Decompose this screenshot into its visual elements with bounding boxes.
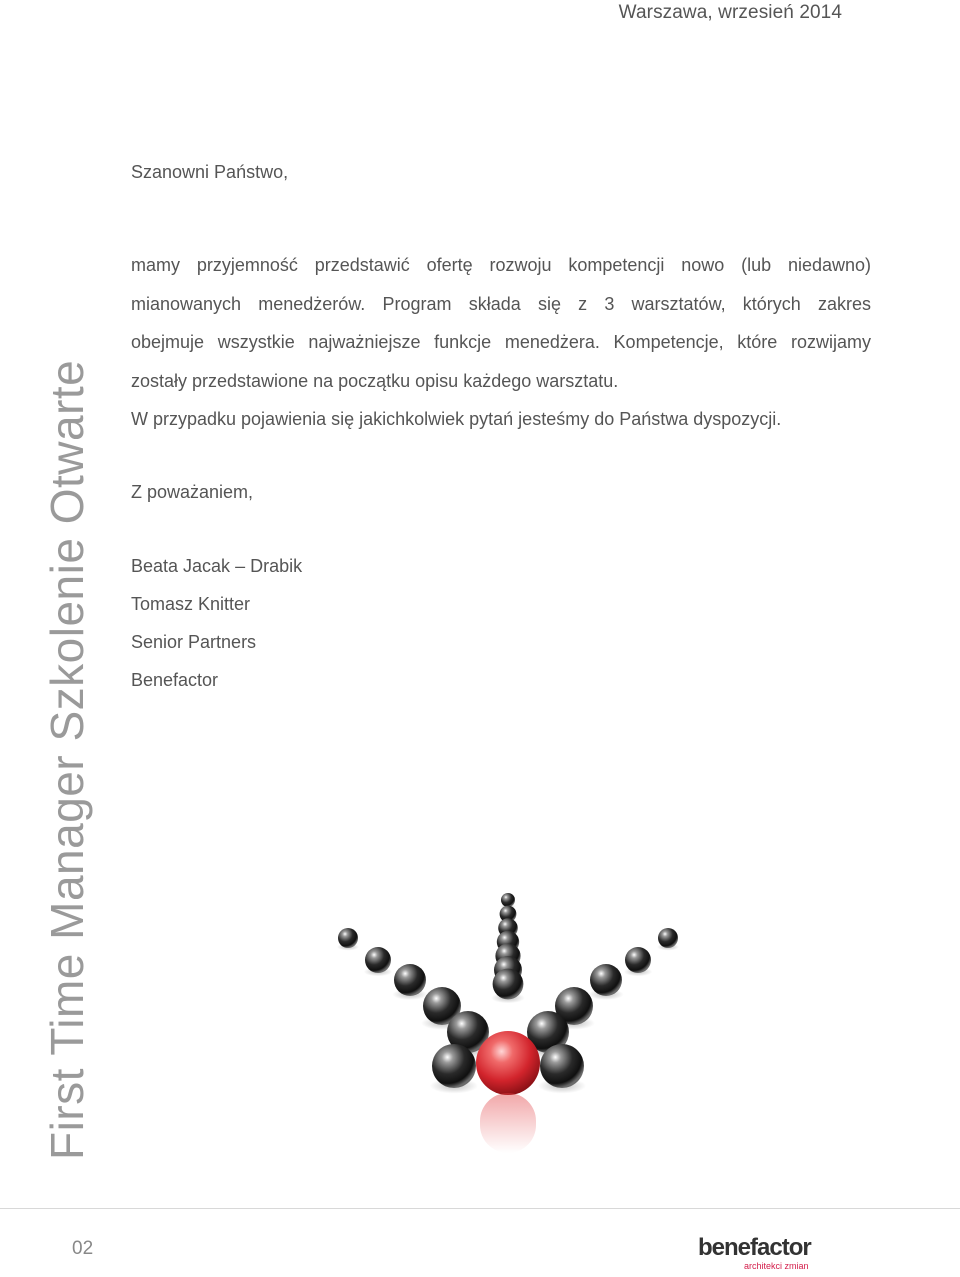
signature-name-1: Beata Jacak – Drabik xyxy=(131,556,303,576)
leadership-spheres-image xyxy=(318,888,698,1158)
red-leader-sphere xyxy=(476,1031,540,1095)
gray-sphere xyxy=(493,969,524,1000)
gray-sphere xyxy=(501,893,515,907)
logo-tagline: architekci zmian xyxy=(744,1261,809,1271)
gray-sphere xyxy=(432,1044,476,1088)
gray-sphere xyxy=(540,1044,584,1088)
gray-sphere xyxy=(658,928,678,948)
paragraph-line: zostały przedstawione na początku opisu każdego warsztatu. xyxy=(131,370,619,391)
signature-name-2: Tomasz Knitter xyxy=(131,594,251,614)
letter-date: Warszawa, wrzesień 2014 xyxy=(618,2,842,23)
benefactor-logo xyxy=(698,1234,816,1270)
letter-paragraph xyxy=(131,246,871,439)
logo-wordmark: benefactor xyxy=(698,1234,811,1261)
paragraph-line: mamy przyjemność przedstawić ofertę rozwoju kompetencji nowo (lub niedawno) xyxy=(131,255,871,275)
red-sphere-reflection xyxy=(480,1093,536,1153)
vertical-program-title: First Time Manager Szkolenie Otwarte xyxy=(41,359,93,1160)
gray-sphere xyxy=(338,928,358,948)
letter-greeting: Szanowni Państwo, xyxy=(131,162,289,182)
letter-closing: Z poważaniem, xyxy=(131,482,254,502)
paragraph-line: mianowanych menedżerów. Program składa się z 3 warsztatów, których zakres xyxy=(131,293,871,314)
gray-sphere xyxy=(394,964,426,996)
gray-sphere xyxy=(590,964,622,996)
page-number: 02 xyxy=(72,1238,94,1259)
signature-role: Senior Partners xyxy=(131,632,257,652)
footer-divider xyxy=(0,1208,960,1209)
gray-sphere xyxy=(625,947,651,973)
signature-company: Benefactor xyxy=(131,670,219,690)
gray-sphere xyxy=(365,947,391,973)
paragraph-line: W przypadku pojawienia się jakichkolwiek pytań jesteśmy do Państwa dyspozycji. xyxy=(131,409,782,429)
paragraph-line: obejmuje wszystkie najważniejsze funkcje menedżera. Kompetencje, które rozwijamy xyxy=(131,332,871,352)
